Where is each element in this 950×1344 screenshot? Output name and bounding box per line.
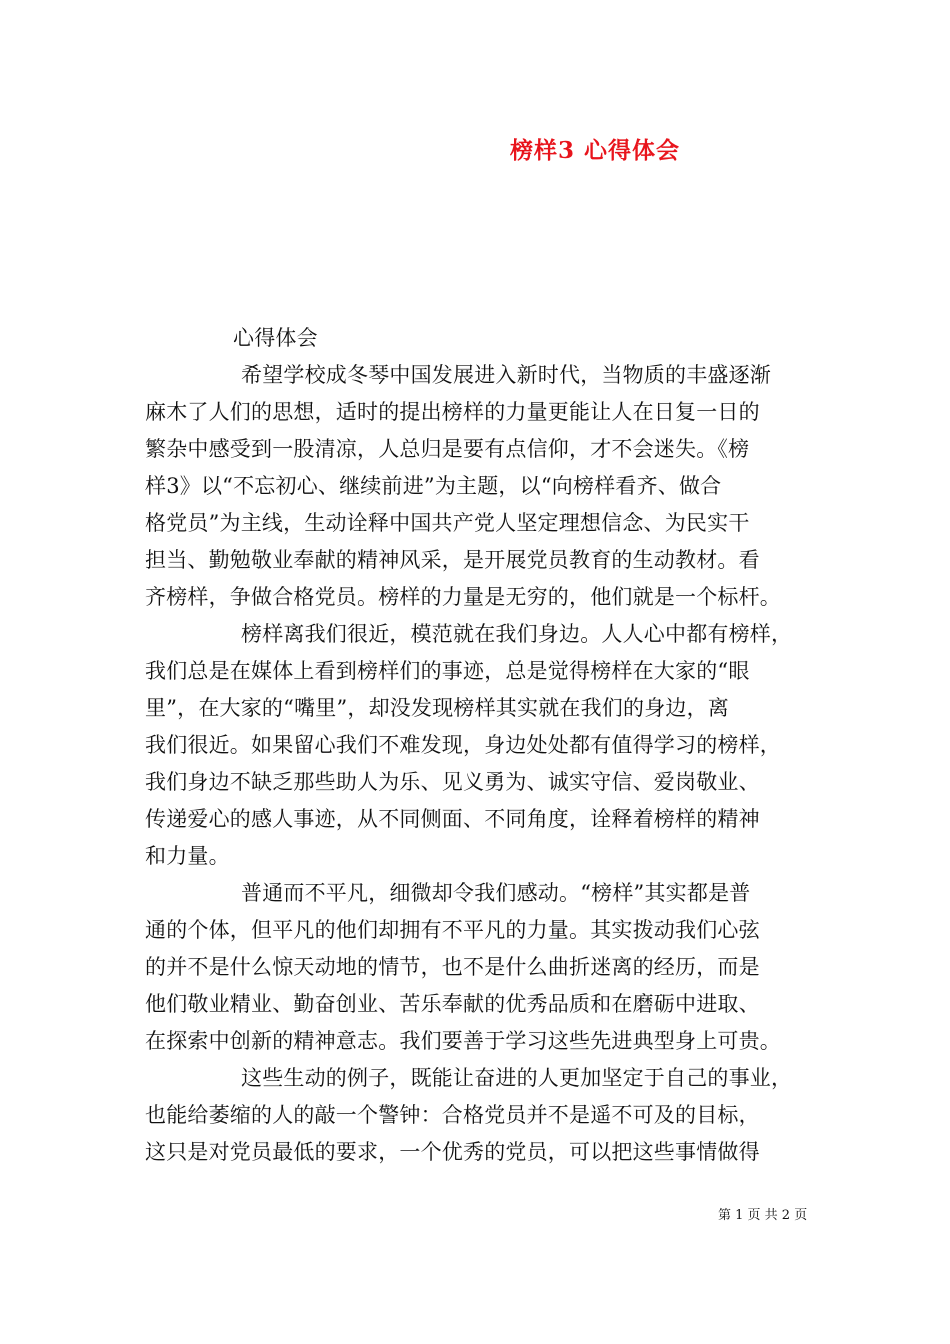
document-title: 榜样3 心得体会 bbox=[509, 137, 680, 164]
paragraph-4-line-2: 也能给萎缩的人的敲一个警钟：合格党员并不是遥不可及的目标， bbox=[145, 1103, 760, 1127]
paragraph-1-line-5: 格党员”为主线，生动诠释中国共产党人坚定理想信念、为民实干 bbox=[145, 511, 750, 535]
paragraph-1-line-6: 担当、勤勉敬业奉献的精神风采，是开展党员教育的生动教材。看 bbox=[145, 548, 760, 572]
paragraph-2-line-5: 我们身边不缺乏那些助人为乐、见义勇为、诚实守信、爱岗敬业、 bbox=[145, 770, 760, 794]
paragraph-3-line-5: 在探索中创新的精神意志。我们要善于学习这些先进典型身上可贵。 bbox=[145, 1029, 781, 1053]
paragraph-4-line-3: 这只是对党员最低的要求，一个优秀的党员，可以把这些事情做得 bbox=[145, 1140, 760, 1164]
paragraph-2-line-3: 里”，在大家的“嘴里”，却没发现榜样其实就在我们的身边，离 bbox=[145, 696, 730, 720]
paragraph-1-line-3: 繁杂中感受到一股清凉，人总归是要有点信仰，才不会迷失。《榜 bbox=[145, 437, 750, 461]
page-number-footer: 第 1 页 共 2 页 bbox=[718, 1208, 808, 1223]
paragraph-3-line-1: 普通而不平凡，细微却令我们感动。“榜样”其实都是普 bbox=[241, 881, 751, 905]
paragraph-3-line-2: 通的个体，但平凡的他们却拥有不平凡的力量。其实拨动我们心弦 bbox=[145, 918, 760, 942]
paragraph-2-line-1: 榜样离我们很近，模范就在我们身边。人人心中都有榜样， bbox=[241, 622, 793, 646]
paragraph-1-line-4: 样3》以“不忘初心、继续前进”为主题，以“向榜样看齐、做合 bbox=[145, 474, 722, 498]
document-body bbox=[145, 320, 805, 1171]
paragraph-3-line-4: 他们敬业精业、勤奋创业、苦乐奉献的优秀品质和在磨砺中进取、 bbox=[145, 992, 760, 1016]
paragraph-2-line-6: 传递爱心的感人事迹，从不同侧面、不同角度，诠释着榜样的精神 bbox=[145, 807, 760, 831]
paragraph-4-line-1: 这些生动的例子，既能让奋进的人更加坚定于自己的事业， bbox=[241, 1066, 793, 1090]
paragraph-2-line-7: 和力量。 bbox=[145, 844, 230, 868]
paragraph-1-line-7: 齐榜样，争做合格党员。榜样的力量是无穷的，他们就是一个标杆。 bbox=[145, 585, 781, 609]
section-heading: 心得体会 bbox=[233, 326, 318, 350]
paragraph-1-line-2: 麻木了人们的思想，适时的提出榜样的力量更能让人在日复一日的 bbox=[145, 400, 760, 424]
paragraph-1-line-1: 希望学校成冬琴中国发展进入新时代，当物质的丰盛逐渐 bbox=[241, 363, 771, 387]
paragraph-2-line-2: 我们总是在媒体上看到榜样们的事迹，总是觉得榜样在大家的“眼 bbox=[145, 659, 750, 683]
paragraph-3-line-3: 的并不是什么惊天动地的情节，也不是什么曲折迷离的经历，而是 bbox=[145, 955, 760, 979]
paragraph-2-line-4: 我们很近。如果留心我们不难发现，身边处处都有值得学习的榜样， bbox=[145, 733, 781, 757]
